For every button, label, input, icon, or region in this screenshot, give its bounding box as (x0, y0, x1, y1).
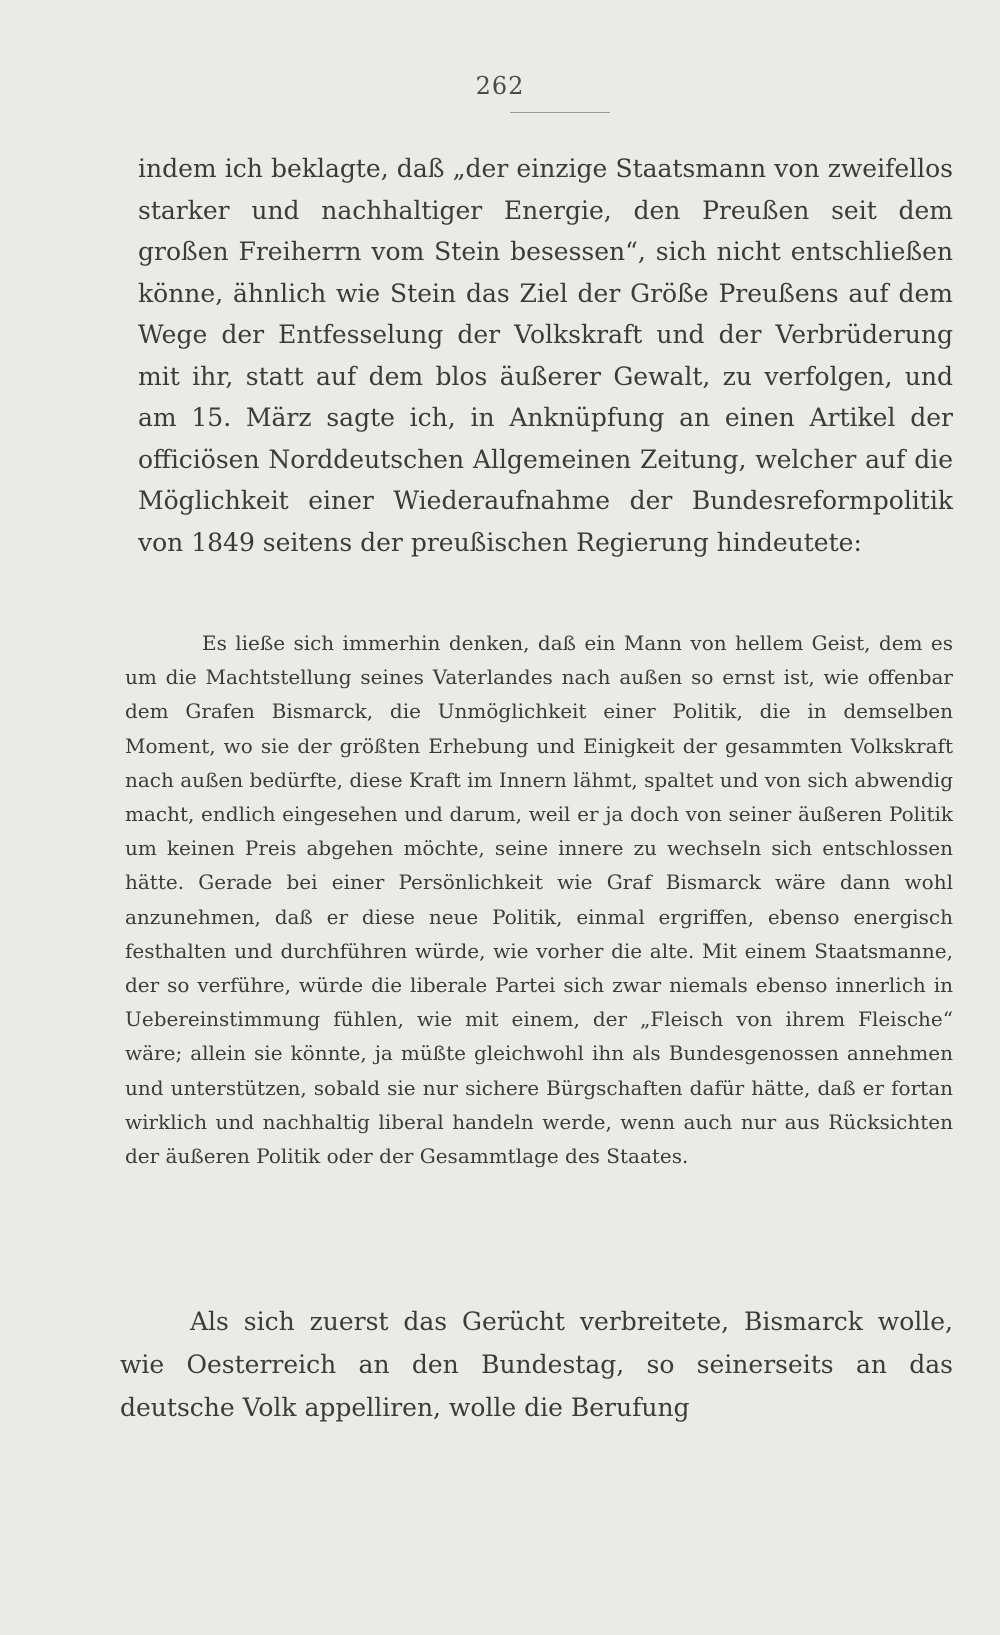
quoted-paragraph: Es ließe sich immerhin denken, daß ein Mann von hellem Geist, dem es um die Machtstellung seines Vaterlandes nach außen so ernst ist, wie offenbar dem Grafen Bismarck, die Unmöglichkeit einer Politik, die in demselben Moment, wo sie der größten Erhebung und Einigkeit der gesammten Volkskraft nach außen bedürfte, diese Kraft im Innern lähmt, spaltet und von sich abwendig macht, endlich eingesehen und darum, weil er ja doch von seiner äußeren Politik um keinen Preis abgehen möchte, seine innere zu wechseln sich entschlossen hätte. Gerade bei einer Persönlichkeit wie Graf Bismarck wäre dann wohl anzunehmen, daß er diese neue Politik, einmal ergriffen, ebenso energisch festhalten und durchführen würde, wie vorher die alte. Mit einem Staatsmanne, der so verführe, würde die liberale Partei sich zwar niemals ebenso innerlich in Uebereinstimmung fühlen, wie mit einem, der „Fleisch von ihrem Fleische“ wäre; allein sie könnte, ja müßte gleichwohl ihn als Bundesgenossen annehmen und unterstützen, sobald sie nur sichere Bürgschaften dafür hätte, daß er fortan wirklich und nachhaltig liberal handeln werde, wenn auch nur aus Rücksichten der äußeren Politik oder der Gesammtlage des Staates. (125, 631, 953, 1169)
body-paragraph: indem ich beklagte, daß „der einzige Staatsmann von zweifellos starker und nachhaltiger Energie, den Preußen seit dem großen Freiherrn vom Stein besessen“, sich nicht entschließen könne, ähnlich wie Stein das Ziel der Größe Preußens auf dem Wege der Entfesselung der Volkskraft und der Verbrüderung mit ihr, statt auf dem blos äußerer Gewalt, zu verfolgen, und am 15. März sagte ich, in Anknüpfung an einen Artikel der officiösen Norddeutschen Allgemeinen Zeitung, welcher auf die Möglichkeit einer Wiederaufnahme der Bundesreformpolitik von 1849 seitens der preußischen Regierung hindeutete: (138, 154, 953, 557)
closing-paragraph: Als sich zuerst das Gerücht verbreitete, Bismarck wolle, wie Oesterreich an den Bundestag, so seinerseits an das deutsche Volk appelliren, wolle die Berufung (120, 1307, 953, 1422)
page-number-rule (510, 112, 610, 113)
page-number: 262 (475, 72, 525, 100)
